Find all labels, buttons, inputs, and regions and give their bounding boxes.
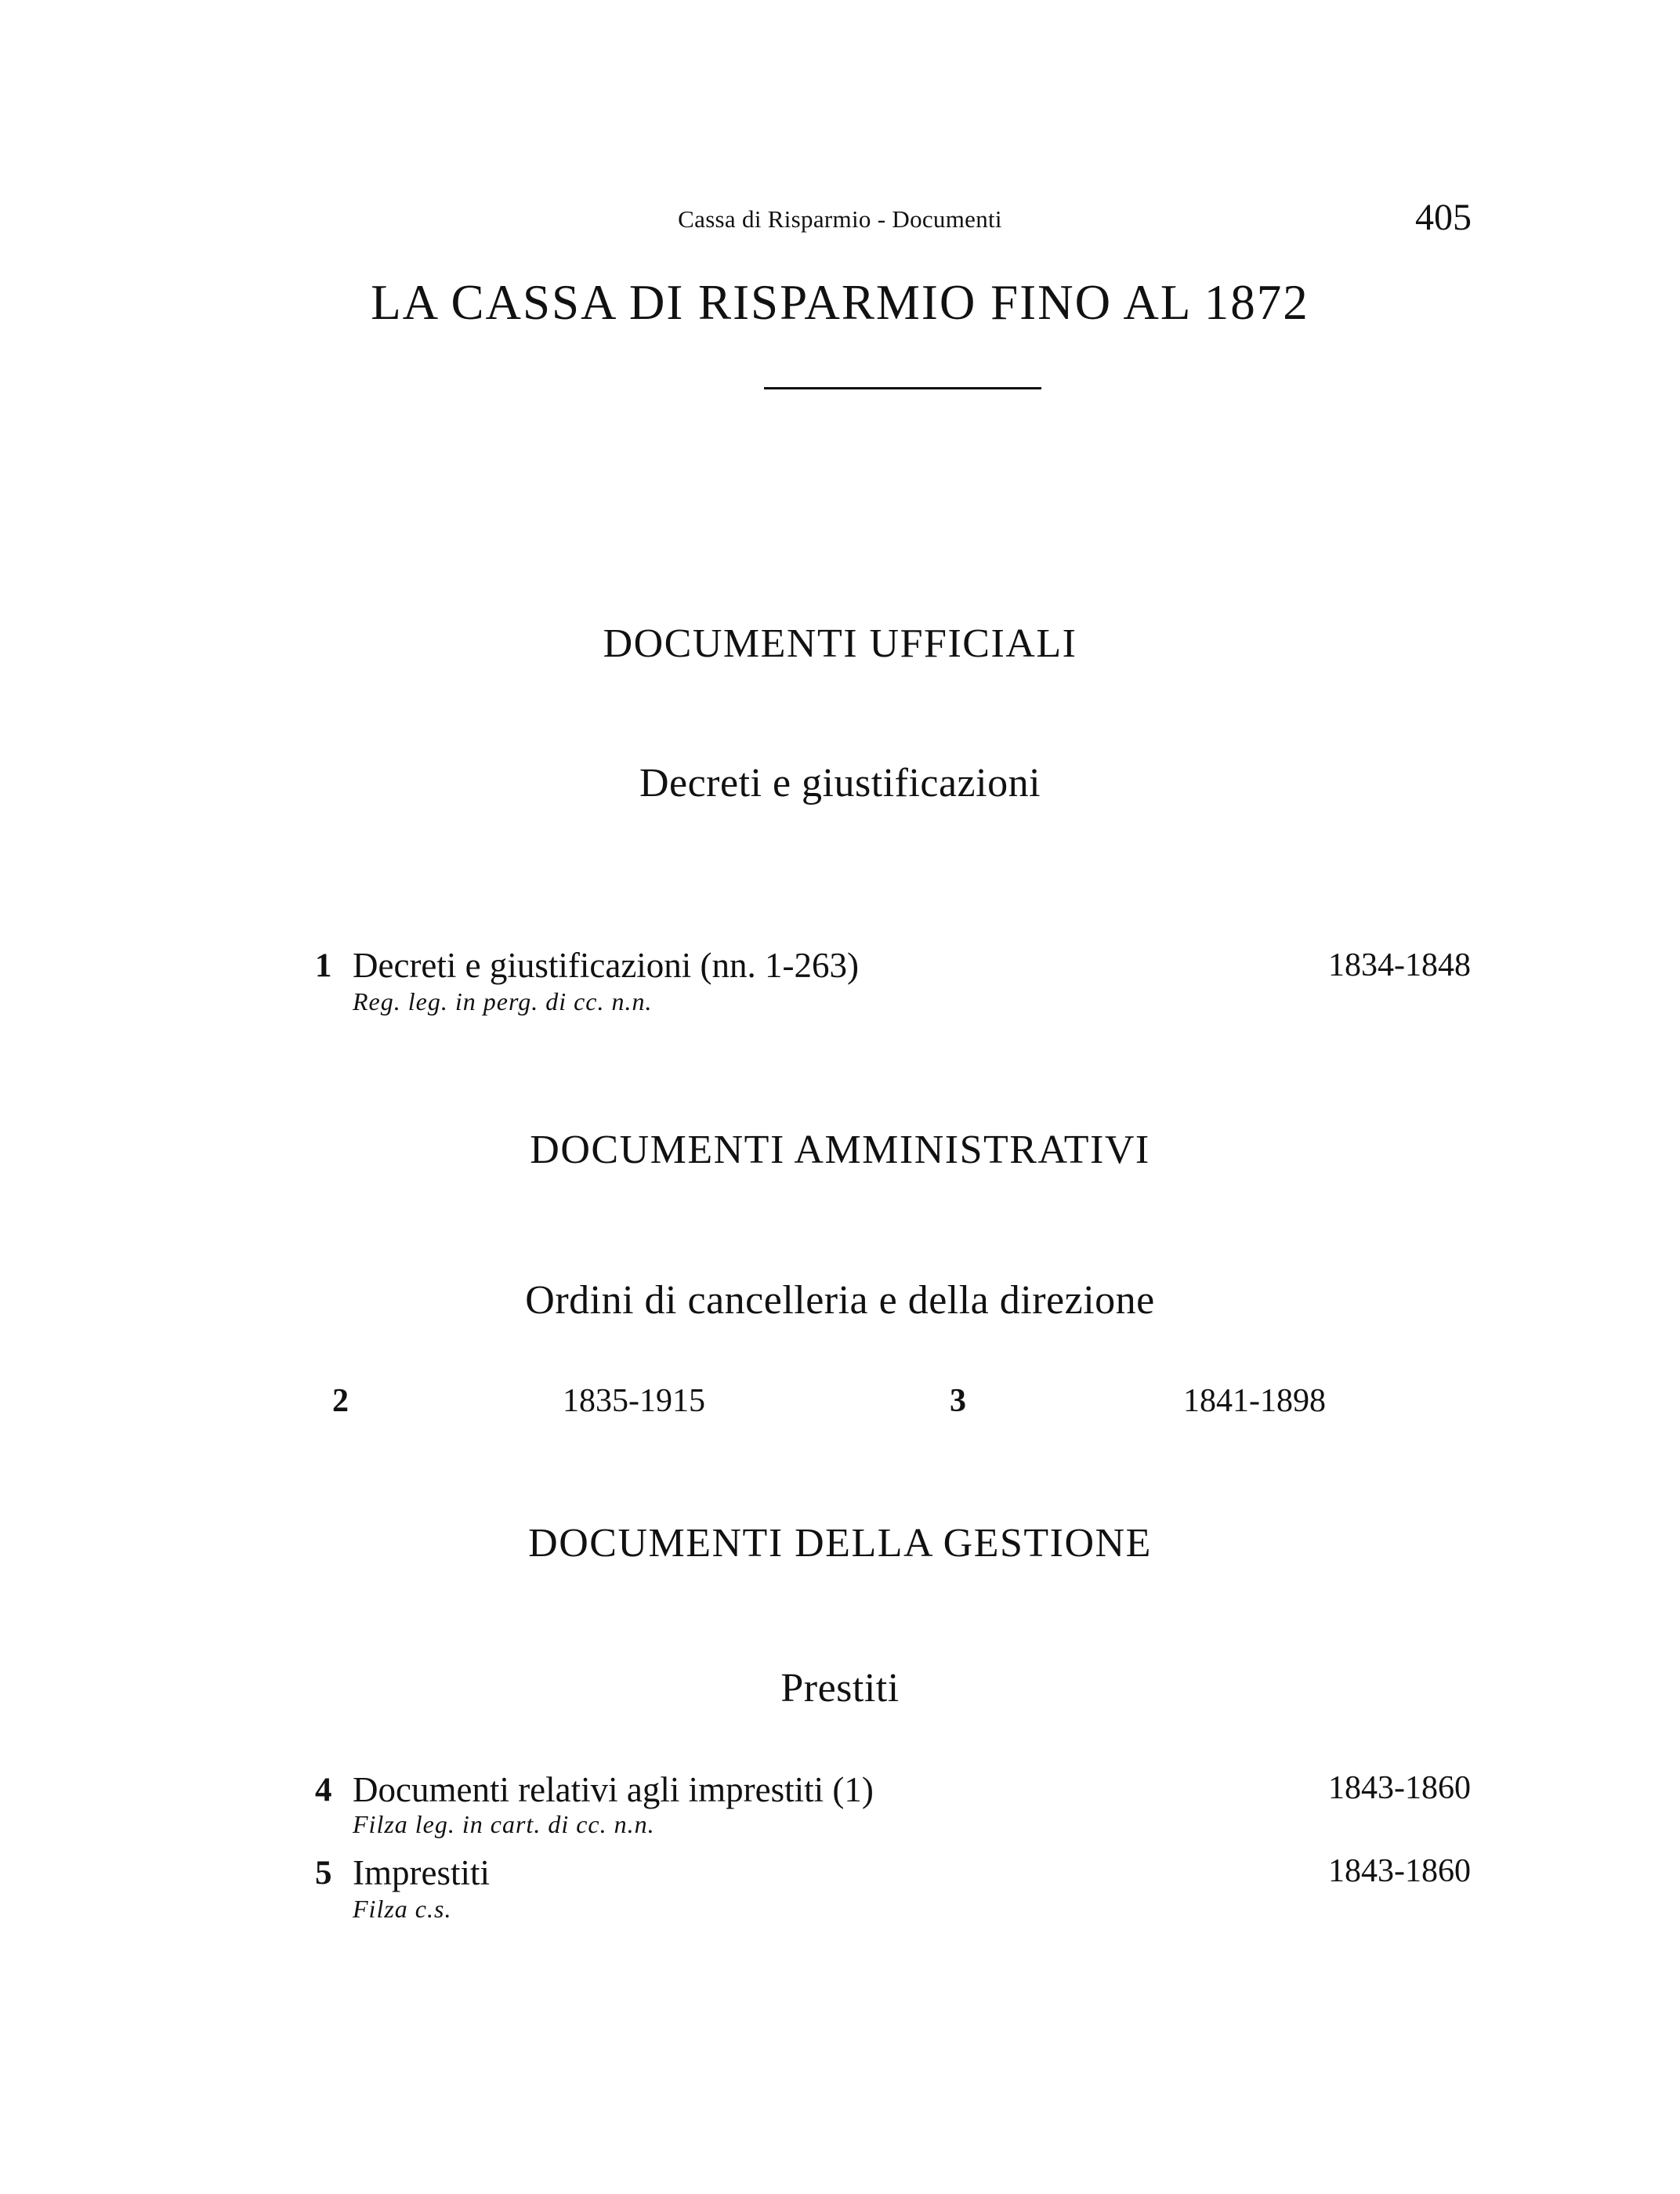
entry-dates: 1843-1860 [1328,1853,1471,1889]
page-number: 405 [1415,197,1472,238]
entry-number: 2 [332,1383,349,1419]
entry-dates: 1835-1915 [563,1383,705,1419]
entry-number: 3 [950,1383,966,1419]
page-title: LA CASSA DI RISPARMIO FINO AL 1872 [371,275,1309,330]
entry-number: 5 [315,1855,332,1892]
entry-description: Filza c.s. [353,1895,452,1923]
title-rule [764,387,1041,389]
entry-description: Reg. leg. in perg. di cc. n.n. [353,987,653,1016]
entry-title: Imprestiti [353,1853,490,1892]
subsection-heading-prestiti: Prestiti [780,1666,900,1711]
subsection-heading-decreti: Decreti e giustificazioni [639,761,1041,806]
entry-number: 1 [315,947,332,984]
entry-title: Documenti relativi agli imprestiti (1) [353,1770,874,1809]
entry-dates: 1843-1860 [1328,1770,1471,1806]
section-heading-amministrativi: DOCUMENTI AMMINISTRATIVI [530,1128,1150,1172]
entry-dates: 1834-1848 [1328,947,1471,983]
subsection-heading-ordini: Ordini di cancelleria e della direzione [525,1278,1155,1323]
section-heading-gestione: DOCUMENTI DELLA GESTIONE [528,1521,1152,1566]
entry-dates: 1841-1898 [1183,1383,1326,1419]
entry-number: 4 [315,1772,332,1808]
running-head: Cassa di Risparmio - Documenti [678,205,1002,233]
entry-description: Filza leg. in cart. di cc. n.n. [353,1810,655,1838]
section-heading-ufficiali: DOCUMENTI UFFICIALI [603,621,1077,666]
entry-title: Decreti e giustificazioni (nn. 1-263) [353,946,860,985]
